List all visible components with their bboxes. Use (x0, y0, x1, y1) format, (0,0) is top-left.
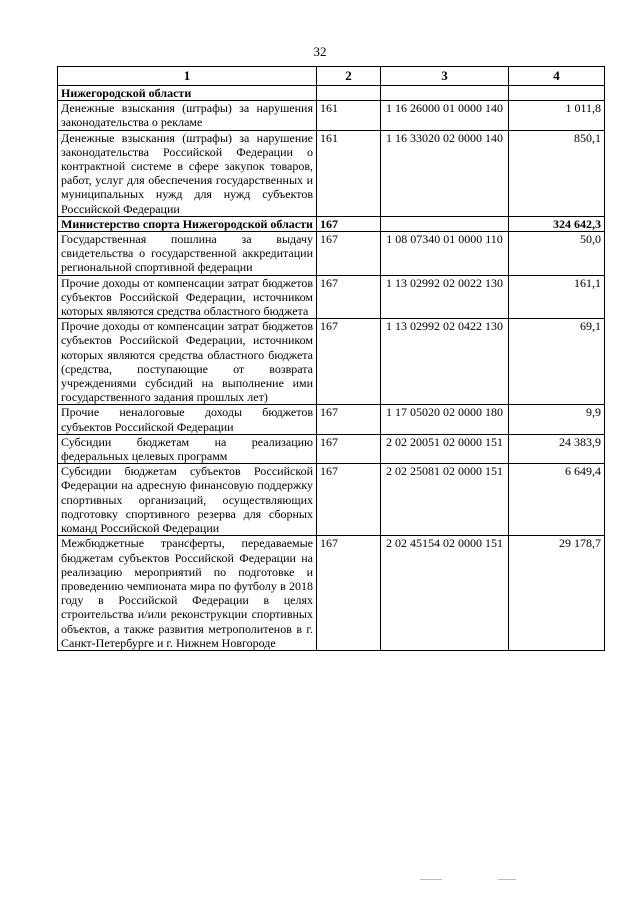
amount-cell (509, 86, 605, 101)
table-row (58, 130, 605, 216)
code-cell: 1 13 02992 02 0022 130 (381, 275, 509, 319)
section-row (58, 86, 605, 101)
page-number: 32 (313, 44, 327, 59)
code-group-cell: 167 (317, 319, 381, 405)
table-row (58, 405, 605, 434)
code-group-cell: 167 (317, 405, 381, 434)
table-header-row (58, 67, 605, 86)
name-cell: Прочие доходы от компенсации затрат бюджетов субъектов Российской Федерации, источником которых являются средства областного бюджета (58, 275, 317, 319)
code-cell (381, 216, 509, 231)
table-body (58, 86, 605, 651)
table-row (58, 232, 605, 276)
code-group-cell: 161 (317, 130, 381, 216)
code-cell: 2 02 25081 02 0000 151 (381, 464, 509, 536)
name-cell: Нижегородской области (58, 86, 317, 101)
amount-cell: 69,1 (509, 319, 605, 405)
code-cell: 1 17 05020 02 0000 180 (381, 405, 509, 434)
amount-cell: 9,9 (509, 405, 605, 434)
table-row (58, 275, 605, 319)
amount-cell: 29 178,7 (509, 536, 605, 651)
code-group-cell: 167 (317, 275, 381, 319)
ministry-row (58, 216, 605, 231)
table-row (58, 434, 605, 463)
column-header-4: 4 (509, 67, 605, 86)
name-cell: Министерство спорта Нижегородской области (58, 216, 317, 231)
code-cell: 1 08 07340 01 0000 110 (381, 232, 509, 276)
name-cell: Прочие неналоговые доходы бюджетов субъектов Российской Федерации (58, 405, 317, 434)
code-cell: 1 16 26000 01 0000 140 (381, 101, 509, 130)
table-row (58, 464, 605, 536)
column-header-3: 3 (381, 67, 509, 86)
amount-cell: 24 383,9 (509, 434, 605, 463)
column-header-1: 1 (58, 67, 317, 86)
amount-cell: 1 011,8 (509, 101, 605, 130)
code-cell: 1 16 33020 02 0000 140 (381, 130, 509, 216)
name-cell: Субсидии бюджетам на реализацию федеральных целевых программ (58, 434, 317, 463)
table-row (58, 536, 605, 651)
scan-mark (420, 879, 442, 880)
code-group-cell: 167 (317, 536, 381, 651)
code-cell: 2 02 45154 02 0000 151 (381, 536, 509, 651)
table-row (58, 101, 605, 130)
name-cell: Государственная пошлина за выдачу свидетельства о государственной аккредитации региональной спортивной федерации (58, 232, 317, 276)
scan-mark (498, 879, 516, 880)
name-cell: Денежные взыскания (штрафы) за нарушения законодательства о рекламе (58, 101, 317, 130)
amount-cell: 6 649,4 (509, 464, 605, 536)
name-cell: Денежные взыскания (штрафы) за нарушение законодательства Российской Федерации о контрактной системе в сфере закупок товаров, работ, услуг для обеспечения государственных и муниципальных нужд для нужд субъектов Российской Федерации (58, 130, 317, 216)
column-header-2: 2 (317, 67, 381, 86)
code-cell (381, 86, 509, 101)
amount-cell: 324 642,3 (509, 216, 605, 231)
table-row (58, 319, 605, 405)
code-cell: 1 13 02992 02 0422 130 (381, 319, 509, 405)
name-cell: Межбюджетные трансферты, передаваемые бюджетам субъектов Российской Федерации на реализацию мероприятий по подготовке и проведению чемпионата мира по футболу в 2018 году в Российской Федерации в целях строительства и/или реконструкции спортивных объектов, а также развития метрополитенов в г. Санкт-Петербурге и г. Нижнем Новгороде (58, 536, 317, 651)
code-group-cell: 167 (317, 434, 381, 463)
code-group-cell: 167 (317, 464, 381, 536)
code-group-cell: 167 (317, 232, 381, 276)
amount-cell: 850,1 (509, 130, 605, 216)
code-group-cell (317, 86, 381, 101)
code-cell: 2 02 20051 02 0000 151 (381, 434, 509, 463)
name-cell: Субсидии бюджетам субъектов Российской Федерации на адресную финансовую поддержку спортивных организаций, осуществляющих подготовку спортивного резерва для сборных команд Российской Федерации (58, 464, 317, 536)
code-group-cell: 167 (317, 216, 381, 231)
name-cell: Прочие доходы от компенсации затрат бюджетов субъектов Российской Федерации, источником которых являются средства областного бюджета (средства, поступающие от возврата учреждениями субсидий на выполнение ими государственного задания прошлых лет) (58, 319, 317, 405)
amount-cell: 161,1 (509, 275, 605, 319)
amount-cell: 50,0 (509, 232, 605, 276)
revenue-table (57, 66, 605, 651)
code-group-cell: 161 (317, 101, 381, 130)
